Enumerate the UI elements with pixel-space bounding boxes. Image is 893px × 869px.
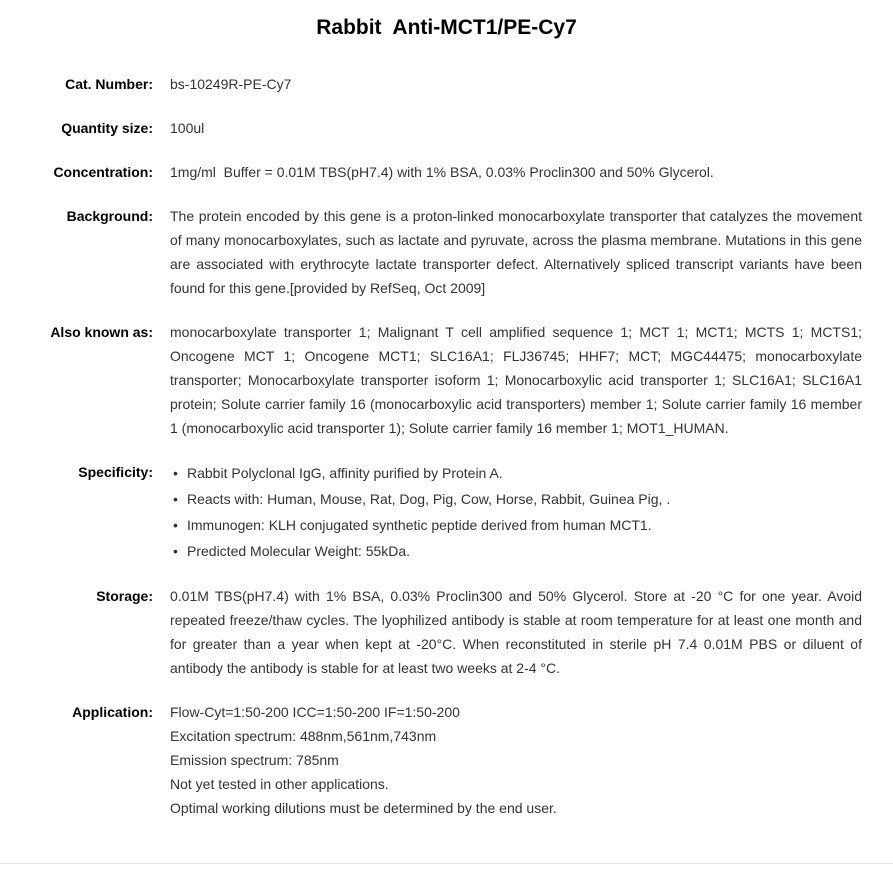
field-label: Application:	[72, 704, 153, 720]
bullet-icon: •	[173, 517, 178, 533]
field-label: Cat. Number:	[65, 76, 153, 92]
section-divider	[0, 863, 893, 864]
bullet-icon: •	[173, 491, 178, 507]
list-item-text: Predicted Molecular Weight: 55kDa.	[187, 543, 411, 559]
page-title: Rabbit Anti-MCT1/PE-Cy7	[316, 16, 577, 39]
field-value	[170, 460, 862, 564]
field-row-background	[0, 204, 893, 300]
field-value	[170, 700, 862, 820]
field-label: Also known as:	[50, 324, 153, 340]
field-label: Storage:	[96, 588, 153, 604]
field-value: The protein encoded by this gene is a proton-linked monocarboxylate transporter that catalyzes the movement of many monocarboxylates, such as lactate and pyruvate, across the plasma membrane. Mutations in this gene are associated with erythrocyte lactate transporter defect. Alternatively spliced transcript variants have been found for this gene.[provided by RefSeq, Oct 2009]	[170, 208, 862, 296]
list-item	[170, 538, 862, 564]
bullet-icon: •	[173, 543, 178, 559]
specificity-list	[170, 460, 862, 564]
field-label: Specificity:	[78, 464, 153, 480]
field-row-cat-number	[0, 72, 893, 96]
field-label: Concentration:	[53, 164, 153, 180]
list-item	[170, 512, 862, 538]
application-line: Emission spectrum: 785nm	[170, 752, 339, 768]
field-value: 0.01M TBS(pH7.4) with 1% BSA, 0.03% Proclin300 and 50% Glycerol. Store at -20 °C for one year. Avoid repeated freeze/thaw cycles. The lyophilized antibody is stable at room temperature for at least one month and for greater than a year when kept at -20°C. When reconstituted in sterile pH 7.4 0.01M PBS or diluent of antibody the antibody is stable for at least two weeks at 2-4 °C.	[170, 588, 862, 676]
field-row-quantity-size	[0, 116, 893, 140]
field-value: 1mg/ml Buffer = 0.01M TBS(pH7.4) with 1% BSA, 0.03% Proclin300 and 50% Glycerol.	[170, 164, 714, 180]
field-row-storage	[0, 584, 893, 680]
list-item-text: Reacts with: Human, Mouse, Rat, Dog, Pig, Cow, Horse, Rabbit, Guinea Pig, .	[187, 491, 671, 507]
field-value: 100ul	[170, 120, 205, 136]
list-item-text: Rabbit Polyclonal IgG, affinity purified by Protein A.	[187, 465, 503, 481]
list-item	[170, 486, 862, 512]
application-line: Optimal working dilutions must be determined by the end user.	[170, 800, 557, 816]
application-line: Flow-Cyt=1:50-200 ICC=1:50-200 IF=1:50-200	[170, 704, 460, 720]
field-label: Background:	[66, 208, 153, 224]
field-row-specificity	[0, 460, 893, 564]
field-label: Quantity size:	[61, 120, 153, 136]
list-item-text: Immunogen: KLH conjugated synthetic peptide derived from human MCT1.	[187, 517, 652, 533]
field-row-also-known-as	[0, 320, 893, 440]
bullet-icon: •	[173, 465, 178, 481]
field-row-application	[0, 700, 893, 820]
field-value: monocarboxylate transporter 1; Malignant T cell amplified sequence 1; MCT 1; MCT1; MCTS 1; MCTS1; Oncogene MCT 1; Oncogene MCT1; SLC16A1; FLJ36745; HHF7; MCT; MGC44475; monocarboxylate transporter; Monocarboxylate transporter isoform 1; Monocarboxylic acid transporter 1; SLC16A1; SLC16A1 protein; Solute carrier family 16 (monocarboxylic acid transporters) member 1; Solute carrier family 16 member 1 (monocarboxylic acid transporter 1); Solute carrier family 16 member 1; MOT1_HUMAN.	[170, 324, 862, 436]
list-item	[170, 460, 862, 486]
application-line: Not yet tested in other applications.	[170, 776, 389, 792]
field-rows	[0, 72, 893, 820]
field-value: bs-10249R-PE-Cy7	[170, 76, 292, 92]
field-row-concentration	[0, 160, 893, 184]
application-line: Excitation spectrum: 488nm,561nm,743nm	[170, 728, 437, 744]
